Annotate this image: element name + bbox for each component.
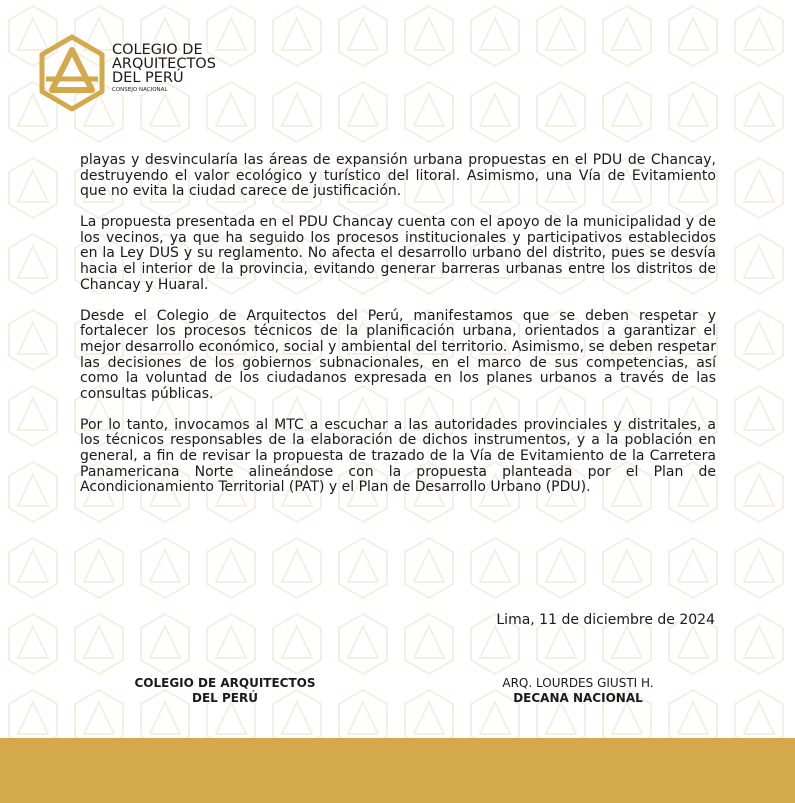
signature-dean-title: DECANA NACIONAL xyxy=(513,691,643,705)
logo-line-1: COLEGIO DE xyxy=(112,42,203,58)
logo-line-2: ARQUITECTOS xyxy=(112,56,216,72)
letter-body xyxy=(80,153,716,511)
paragraph-3: Desde el Colegio de Arquitectos del Perú, manifestamos que se deben respetar y fortalecer los procesos técnicos de la planificación urbana, orientados a garantizar el mejor desarrollo económico, social y ambiental del territorio. Asimismo, se deben respetar las decisiones de los gobiernos subnacionales, en el marco de sus competencias, así como la voluntad de los ciudadanos expresada en los planes urbanos a través de las consultas públicas. xyxy=(80,307,716,402)
paragraph-2: La propuesta presentada en el PDU Chancay cuenta con el apoyo de la municipalidad y de los vecinos, ya que ha seguido los procesos institucionales y participativos establecidos en la Ley DUS y su reglamento. No afecta el desarrollo urbano del distrito, pues se desvía hacia el interior de la provincia, evitando generar barreras urbanas entre los distritos de Chancay y Huaral. xyxy=(80,214,717,293)
logo-subtitle: CONSEJO NACIONAL xyxy=(112,87,168,93)
signature-institution-line-1: COLEGIO DE ARQUITECTOS xyxy=(134,676,316,690)
letter-date: Lima, 11 de diciembre de 2024 xyxy=(496,612,715,628)
hexagon-triangle-logo-icon xyxy=(38,34,106,112)
signature-dean xyxy=(428,676,728,706)
logo-text xyxy=(112,43,216,94)
logo-line-3: DEL PERÚ xyxy=(112,70,184,86)
signature-dean-name: ARQ. LOURDES GIUSTI H. xyxy=(502,676,654,690)
signature-institution xyxy=(75,676,375,706)
paragraph-4: Por lo tanto, invocamos al MTC a escuchar a las autoridades provinciales y distritales, a los técnicos responsables de la elaboración de dichos instrumentos, y a la población en general, a fin de revisar la propuesta de trazado de la Vía de Evitamiento de la Carretera Panamericana Norte alineándose con la propuesta planteada por el Plan de Acondicionamiento Territorial (PAT) y el Plan de Desarrollo Urbano (PDU). xyxy=(80,416,716,496)
footer-band xyxy=(0,738,795,803)
institution-logo xyxy=(38,34,238,114)
paragraph-1: playas y desvincularía las áreas de expansión urbana propuestas en el PDU de Chancay, destruyendo el valor ecológico y turístico del litoral. Asimismo, una Vía de Evitamiento que no evita la ciudad carece de justificación. xyxy=(80,152,716,200)
signature-institution-line-2: DEL PERÚ xyxy=(192,691,258,705)
